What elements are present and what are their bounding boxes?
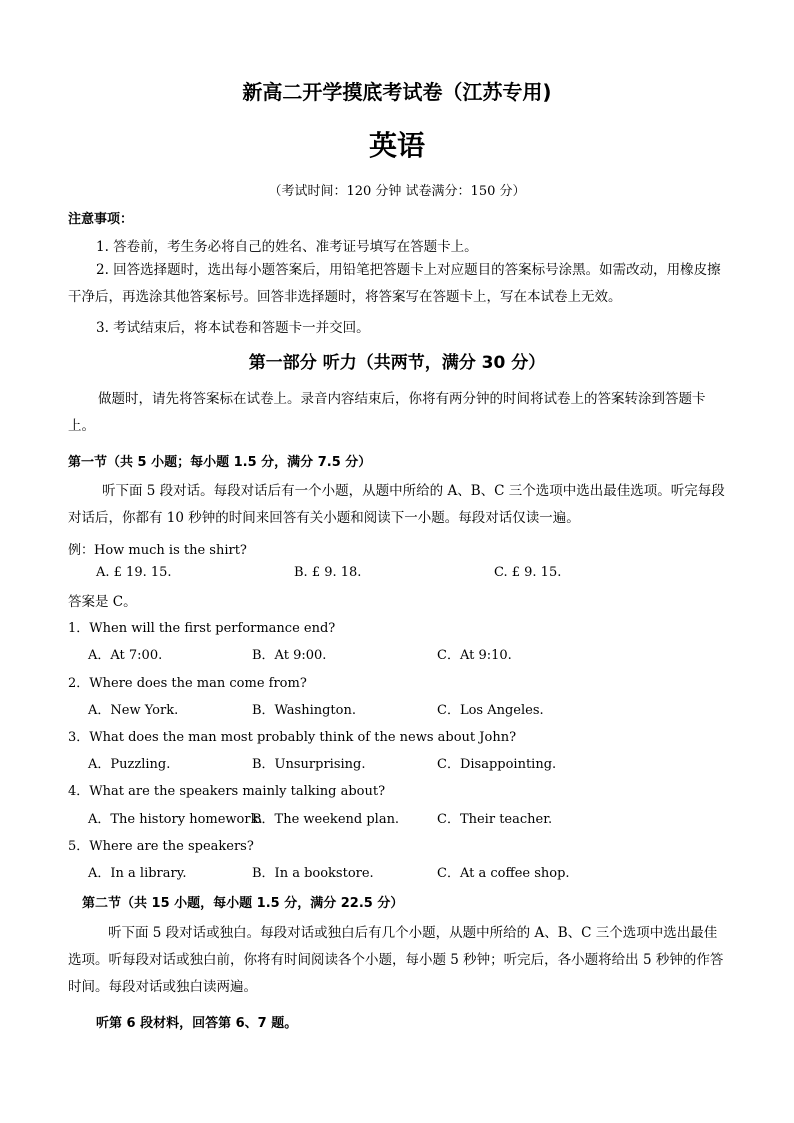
question-2: 2．Where does the man come from? (68, 676, 307, 691)
q4-option-b: B．The weekend plan. (252, 812, 400, 827)
part1-intro: 做题时，请先将答案标在试卷上。录音内容结束后，你将有两分钟的时间将试卷上的答案转涂到答题卡上。 (68, 391, 706, 434)
q5-option-b: B．In a bookstore. (252, 866, 374, 881)
notice-item-1: 1. 答卷前，考生务必将自己的姓名、准考证号填写在答题卡上。 (96, 239, 478, 255)
q3-option-a: A．Puzzling. (88, 757, 171, 772)
exam-info: （考试时间：120 分钟 试卷满分：150 分） (268, 184, 526, 199)
notice-item-3: 3. 考试结束后，将本试卷和答题卡一并交回。 (96, 320, 370, 336)
example-option-c: C. £ 9. 15. (494, 565, 562, 580)
q1-option-b: B．At 9:00. (252, 648, 327, 663)
example-option-b: B. £ 9. 18. (294, 565, 362, 580)
q3-option-c: C．Disappointing. (437, 757, 557, 772)
q2-option-a: A．New York. (88, 703, 179, 718)
section2-instruction: 听下面 5 段对话或独白。每段对话或独白后有几个小题，从题中所给的 A、B、C 三个选项中选出最佳选项。听每段对话或独白前，你将有时间阅读各个小题，每小题 5 秒钟；听完后，各小题将给出 5 秒钟的作答时间。每段对话或独白读两遍。 (68, 925, 724, 995)
notice-heading: 注意事项： (68, 212, 134, 227)
q2-option-b: B．Washington. (252, 703, 356, 718)
q5-option-a: A．In a library. (88, 866, 187, 881)
example-question: 例：How much is the shirt? (68, 543, 247, 558)
part1-title: 第一部分 听力（共两节，满分 30 分） (248, 353, 546, 373)
q2-option-c: C．Los Angeles. (437, 703, 544, 718)
question-4: 4．What are the speakers mainly talking about? (68, 784, 386, 799)
notice-item-2: 2. 回答选择题时，选出每小题答案后，用铅笔把答题卡上对应题目的答案标号涂黑。如需改动，用橡皮擦干净后，再选涂其他答案标号。回答非选择题时，将答案写在答题卡上，写在本试卷上无效。 (68, 262, 721, 305)
example-answer: 答案是 C。 (68, 594, 137, 610)
exam-title: 新高二开学摸底考试卷（江苏专用) (242, 80, 552, 104)
example-option-a: A. £ 19. 15. (96, 565, 172, 580)
q5-option-c: C．At a coffee shop. (437, 866, 570, 881)
section2-heading: 第二节（共 15 小题，每小题 1.5 分，满分 22.5 分） (82, 896, 404, 911)
subject-title: 英语 (368, 129, 425, 162)
question-3: 3．What does the man most probably think of the news about John? (68, 730, 517, 745)
section1-instruction: 听下面 5 段对话。每段对话后有一个小题，从题中所给的 A、B、C 三个选项中选出最佳选项。听完每段对话后，你都有 10 秒钟的时间来回答有关小题和阅读下一小题。每段对话仅读一遍。 (68, 483, 725, 526)
q4-option-a: A．The history homework. (88, 812, 263, 827)
question-1: 1．When will the first performance end? (68, 621, 336, 636)
q1-option-c: C．At 9:10. (437, 648, 512, 663)
q4-option-c: C．Their teacher. (437, 812, 553, 827)
material-6-heading: 听第 6 段材料，回答第 6、7 题。 (96, 1016, 298, 1031)
q1-option-a: A．At 7:00. (88, 648, 163, 663)
question-5: 5．Where are the speakers? (68, 839, 254, 854)
section1-heading: 第一节（共 5 小题；每小题 1.5 分，满分 7.5 分） (68, 455, 372, 470)
q3-option-b: B．Unsurprising. (252, 757, 366, 772)
